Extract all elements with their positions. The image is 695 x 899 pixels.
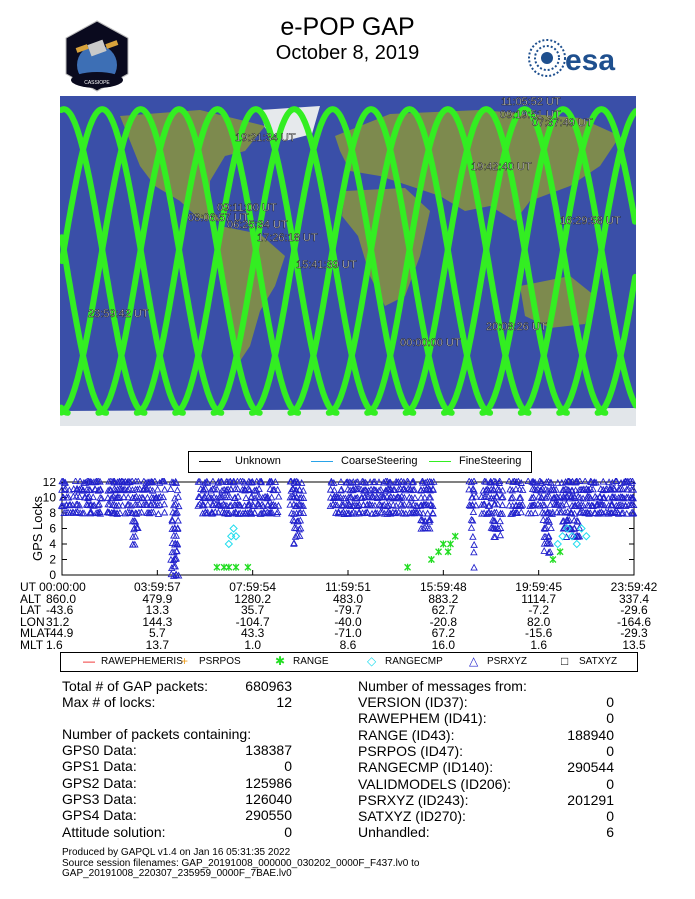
packet-count-label: GPS3 Data: (62, 790, 137, 807)
chart-svg (0, 478, 695, 588)
orbit-value: 5.7 (148, 626, 166, 641)
packet-count-label: GPS4 Data: (62, 807, 137, 824)
packet-count-value: 0 (284, 758, 292, 775)
stats-right (358, 678, 614, 843)
message-count-value: 0 (606, 710, 614, 727)
y-tick-label: 2 (49, 552, 56, 567)
orbit-value: 31.2 (46, 614, 70, 629)
orbit-value: 8.6 (339, 638, 357, 652)
message-count-label: RANGECMP (ID140): (358, 759, 494, 776)
orbit-value: 1.6 (46, 638, 63, 652)
orbit-row-name: ALT (20, 591, 42, 606)
orbit-value: 1114.7 (521, 591, 557, 606)
legend-dash-icon: — (83, 654, 95, 668)
footer-source: Source session filenames: GAP_20191008_000000_030202_0000F_F437.lv0 to (62, 857, 420, 869)
track-time-label: 00:00:00 UT (400, 337, 461, 349)
orbit-value: -79.7 (334, 603, 362, 618)
orbit-value: 13.7 (145, 638, 169, 652)
footer-source-cont: GAP_20191008_220307_235959_0000F_7BAE.lv0 (62, 868, 292, 879)
message-count-value: 290544 (567, 759, 614, 776)
esa-logo (527, 36, 637, 80)
message-count-label: PSRPOS (ID47): (358, 742, 464, 759)
orbit-value: 13.3 (145, 603, 169, 618)
y-tick-label: 10 (42, 490, 56, 505)
gps-locks-chart (0, 478, 695, 588)
legend-label-unknown: Unknown (235, 455, 281, 467)
track-time-label: 09:11:00 UT (217, 202, 277, 214)
orbit-value: 860.0 (46, 591, 77, 606)
packets-containing-heading: Number of packets containing: (62, 726, 252, 742)
legend-label-coarse: CoarseSteering (341, 455, 418, 467)
legend-series-label: PSRXYZ (487, 656, 528, 667)
track-time-label: 16:29:58 UT (560, 215, 621, 227)
footer (62, 848, 662, 880)
message-count-value: 0 (606, 694, 614, 710)
y-tick-label: 12 (42, 478, 56, 489)
legend-swatch-fine (429, 461, 451, 462)
packet-count-label: GPS1 Data: (62, 758, 137, 775)
x-tick-label: 03:59:57 (133, 580, 181, 594)
legend-series-label: RAWEPHEMERIS (101, 656, 183, 667)
packet-count-value: 126040 (245, 790, 292, 807)
message-count-value: 0 (606, 742, 614, 759)
max-locks-value: 12 (276, 694, 292, 710)
map-svg (60, 96, 636, 426)
packet-count-label: GPS2 Data: (62, 774, 137, 791)
total-packets-label: Total # of GAP packets: (62, 678, 209, 694)
track-time-label: 19:21:34 UT (235, 132, 296, 144)
svg-text:CASSIOPE: CASSIOPE (84, 80, 110, 86)
track-time-label: 17:26:18 UT (257, 232, 318, 244)
page-title: e-POP GAP (280, 13, 415, 41)
track-time-label: 23:59:42 UT (88, 308, 149, 320)
orbit-value: -29.6 (620, 603, 648, 618)
orbit-value: 337.4 (618, 591, 650, 606)
x-tick-label: 19:59:45 (515, 580, 563, 594)
symbol-legend (60, 652, 638, 672)
max-locks-label: Max # of locks: (62, 694, 156, 710)
message-count-label: VALIDMODELS (ID206): (358, 775, 512, 792)
track-time-label: 06:25:34 UT (227, 219, 288, 231)
y-tick-label: 0 (49, 568, 56, 582)
orbit-value: -40.0 (334, 614, 362, 629)
y-tick-label: 4 (49, 537, 56, 551)
message-count-value: 0 (606, 808, 614, 825)
message-count-label: PSRXYZ (ID243): (358, 791, 469, 808)
message-count-label: Unhandled: (358, 824, 430, 841)
orbit-value: 43.3 (240, 626, 265, 641)
orbit-value: 35.7 (240, 603, 265, 618)
orbit-value: -164.6 (616, 614, 652, 629)
track-time-label: 15:41:39 UT (296, 259, 357, 271)
track-time-label: 07:37:49 UT (532, 117, 593, 129)
steering-legend (188, 451, 532, 473)
packet-count-label: GPS0 Data: (62, 742, 137, 758)
orbit-row-name: LON (20, 614, 45, 629)
legend-swatch-unknown (199, 461, 221, 462)
message-count-label: SATXYZ (ID270): (358, 808, 466, 825)
message-count-value: 201291 (567, 791, 614, 808)
track-time-label: 19:42:40 UT (471, 161, 532, 173)
orbit-value: -44.9 (46, 626, 74, 641)
orbit-value: 1.6 (530, 638, 547, 652)
orbit-value: -20.8 (429, 614, 457, 629)
legend-square-icon: □ (561, 654, 569, 668)
orbit-row-name: LAT (20, 603, 42, 618)
track-time-label: 11:05:52 UT (501, 96, 561, 108)
legend-series-label: SATXYZ (579, 656, 618, 667)
orbit-value: 62.7 (431, 603, 455, 618)
page-date: October 8, 2019 (275, 42, 420, 64)
packet-count-value: 125986 (245, 774, 292, 791)
message-count-value: 0 (606, 775, 614, 792)
svg-text:esa: esa (565, 44, 616, 77)
packet-count-value: 138387 (245, 742, 292, 758)
orbit-value: 883.2 (428, 591, 459, 606)
orbit-value: -71.0 (334, 626, 362, 641)
packet-count-value: 290550 (245, 807, 292, 824)
orbit-value: 1280.2 (234, 591, 271, 606)
legend-series-label: RANGECMP (385, 656, 443, 667)
orbit-value: -29.3 (620, 626, 648, 641)
orbit-value: -15.6 (524, 626, 553, 641)
orbit-row-name: MLAT (20, 626, 52, 641)
x-tick-label: UT 00:00:00 (20, 580, 86, 594)
message-count-label: RANGE (ID43): (358, 726, 455, 743)
legend-plus-icon: + (181, 654, 189, 668)
messages-heading: Number of messages from: (358, 678, 527, 694)
orbit-value: -43.6 (46, 603, 74, 618)
packet-count-label: Attitude solution: (62, 823, 166, 840)
legend-series-label: RANGE (293, 656, 329, 667)
x-tick-label: 15:59:48 (419, 580, 467, 594)
orbit-value: 13.5 (622, 638, 646, 652)
x-tick-label: 11:59:51 (325, 580, 371, 594)
x-tick-label: 23:59:42 (610, 580, 658, 594)
orbit-value: 1.0 (244, 638, 261, 652)
orbit-value: 16.0 (431, 638, 455, 652)
packet-count-value: 0 (284, 823, 292, 840)
track-time-label: 20:08:26 UT (486, 321, 547, 333)
message-count-value: 6 (606, 824, 614, 841)
stats-left (62, 678, 292, 843)
track-time-label: 09:19:51 UT (500, 109, 561, 121)
legend-label-fine: FineSteering (459, 455, 522, 467)
message-count-value: 188940 (567, 726, 614, 743)
legend-series-label: PSRPOS (199, 656, 241, 667)
total-packets-value: 680963 (245, 678, 292, 694)
orbit-value: 479.9 (142, 591, 173, 606)
legend-x-icon: ✱ (275, 654, 286, 668)
orbit-table (0, 582, 695, 654)
orbit-value: 67.2 (431, 626, 455, 641)
orbit-value: -7.2 (528, 603, 549, 618)
orbit-row-name: MLT (20, 638, 44, 652)
orbit-value: 483.0 (332, 591, 364, 606)
x-tick-label: 07:59:54 (229, 580, 277, 594)
message-count-label: VERSION (ID37): (358, 694, 468, 710)
orbit-value: 82.0 (526, 614, 551, 629)
legend-swatch-coarse (311, 461, 333, 462)
legend-diamond-icon: ◇ (367, 654, 377, 668)
orbit-value: 144.3 (142, 614, 173, 629)
y-tick-label: 6 (49, 521, 56, 536)
orbit-value: -104.7 (235, 614, 270, 629)
legend-triangle-icon: △ (469, 654, 479, 668)
y-tick-label: 8 (49, 506, 56, 520)
footer-produced: Produced by GAPQL v1.4 on Jan 16 05:31:35 2022 (62, 847, 291, 858)
track-time-label: 08:06:57 UT (188, 212, 249, 224)
ground-track-map (60, 96, 636, 426)
message-count-label: RAWEPHEM (ID41): (358, 710, 487, 727)
y-axis-label: GPS Locks (30, 495, 45, 562)
